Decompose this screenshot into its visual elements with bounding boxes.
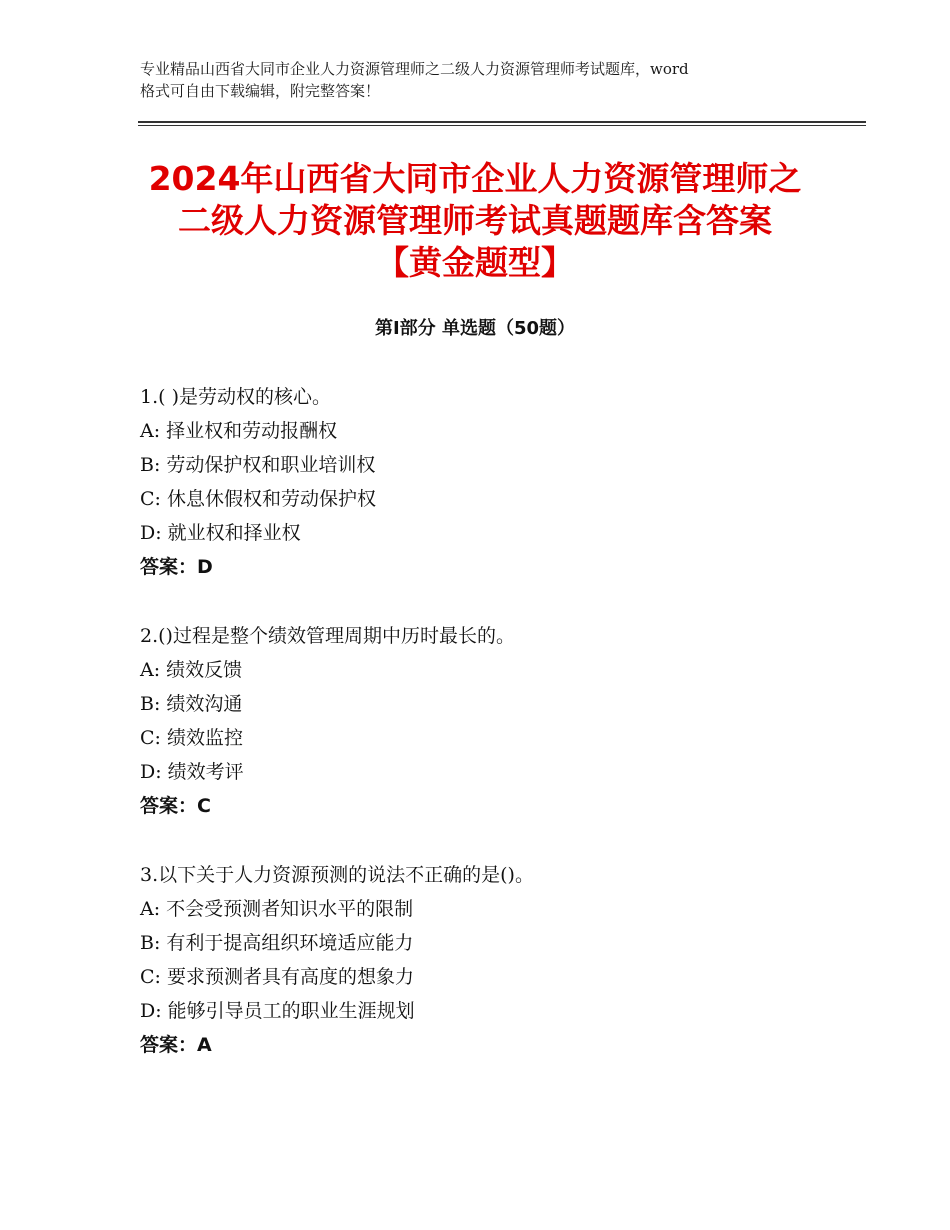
title-line-3: 【黄金题型】	[376, 243, 574, 282]
option-c: C: 要求预测者具有高度的想象力	[140, 966, 414, 988]
question-3	[140, 861, 840, 1065]
section-title: 第Ⅰ部分 单选题（50题）	[374, 318, 575, 339]
option-b: B: 劳动保护权和职业培训权	[140, 454, 376, 476]
option-a: A: 择业权和劳动报酬权	[140, 420, 338, 442]
header-note-line-2: 格式可自由下载编辑，附完整答案！	[140, 82, 381, 100]
option-b: B: 有利于提高组织环境适应能力	[140, 932, 414, 954]
question-2	[140, 622, 840, 826]
option-a: A: 不会受预测者知识水平的限制	[140, 898, 414, 920]
header-divider-thin	[138, 125, 866, 126]
header-divider-thick	[138, 121, 866, 123]
answer-label: 答案：A	[140, 1034, 212, 1056]
title-line-2: 二级人力资源管理师考试真题题库含答案	[178, 201, 772, 240]
option-a: A: 绩效反馈	[140, 659, 243, 681]
question-stem: 1.( )是劳动权的核心。	[140, 386, 331, 408]
header-note-line-1: 专业精品山西省大同市企业人力资源管理师之二级人力资源管理师考试题库，word	[140, 60, 689, 78]
question-stem: 3.以下关于人力资源预测的说法不正确的是()。	[140, 864, 534, 886]
answer-label: 答案：C	[140, 795, 211, 817]
document-header-note	[140, 58, 830, 102]
option-b: B: 绩效沟通	[140, 693, 243, 715]
option-d: D: 就业权和择业权	[140, 522, 301, 544]
answer-label: 答案：D	[140, 556, 213, 578]
question-1	[140, 383, 840, 587]
question-stem: 2.()过程是整个绩效管理周期中历时最长的。	[140, 625, 515, 647]
title-line-1: 2024年山西省大同市企业人力资源管理师之	[148, 159, 802, 198]
option-d: D: 绩效考评	[140, 761, 244, 783]
option-c: C: 休息休假权和劳动保护权	[140, 488, 376, 510]
document-title	[120, 158, 830, 284]
option-d: D: 能够引导员工的职业生涯规划	[140, 1000, 415, 1022]
option-c: C: 绩效监控	[140, 727, 243, 749]
